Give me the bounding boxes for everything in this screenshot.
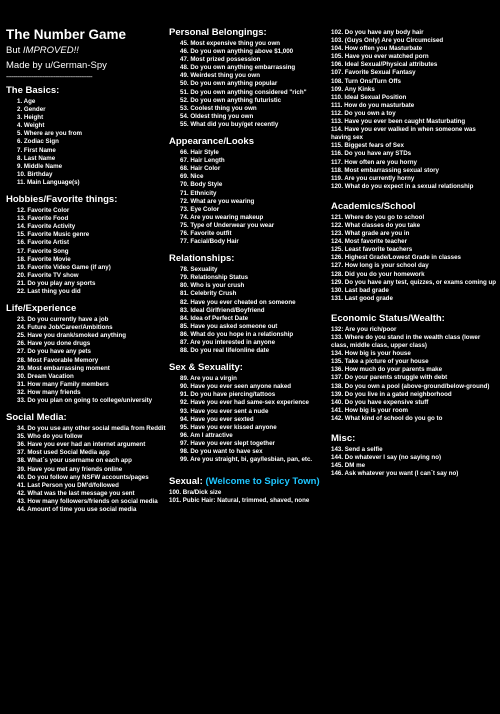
question-item: 135. Take a picture of your house (331, 358, 429, 366)
question-list (169, 266, 329, 355)
question-item: 124. Most favorite teacher (331, 238, 407, 246)
question-item: 71. Ethnicity (180, 189, 217, 197)
question-item: 136. How much do your parents make (331, 366, 443, 374)
question-item: 48. Do you own anything embarrassing (180, 64, 296, 72)
section-relationships (169, 253, 329, 355)
question-item: 86. What do you hope in a relationship (180, 330, 294, 338)
section-heading: Life/Experience (6, 303, 77, 315)
question-item: 77. Facial/Body Hair (180, 238, 239, 246)
question-item: 112. Do you own a toy (331, 109, 396, 117)
question-item: 16. Favorite Artist (17, 239, 70, 247)
question-item: 131. Last good grade (331, 294, 393, 302)
question-item: 103. (Guys Only) Are you Circumcised (331, 37, 444, 45)
question-item: 106. Ideal Sexual/Physical attributes (331, 61, 438, 69)
question-item: 17. Favorite Song (17, 247, 69, 255)
question-item: 102. Do you have any body hair (331, 29, 424, 36)
question-item: 104. How often you Masturbate (331, 45, 423, 53)
question-item: 11. Main Language(s) (17, 178, 80, 186)
question-item: 133. Where do you stand in the wealth class (lower class, middle class, upper class) (331, 334, 481, 350)
question-item: 105. Have you ever watched porn (331, 53, 429, 61)
question-item: 141. How big is your room (331, 406, 409, 414)
question-item: 37. Most used Social Media app (17, 449, 110, 457)
question-item: 107. Favorite Sexual Fantasy (331, 69, 416, 77)
question-item: 134. How big is your house (331, 350, 411, 358)
question-item: 88. Do you real life/online date (180, 347, 270, 355)
question-item: 26. Have you done drugs (17, 340, 91, 348)
question-item: 114. Have you ever walked in when someone was having sex (331, 126, 476, 142)
question-item: 15. Favorite Music genre (17, 231, 90, 239)
question-item: 97. Have you ever slept together (180, 439, 275, 447)
section-heading: Economic Status/Wealth: (331, 312, 445, 324)
question-item: 54. Oldest thing you own (180, 112, 254, 120)
section-social-media (6, 412, 166, 514)
question-item: 125. Least favorite teachers (331, 246, 413, 254)
question-item: 98. Do you want to have sex (180, 448, 263, 456)
question-item: 25. Have you drank/smoked anything (17, 332, 127, 340)
question-list (169, 489, 329, 505)
question-list (331, 326, 497, 423)
question-item: 113. Have you ever been caught Masturbating (331, 118, 466, 126)
question-item: 50. Do you own anything popular (180, 80, 278, 88)
question-list (6, 316, 166, 405)
question-item: 95. Have you ever kissed anyone (180, 423, 277, 431)
section-heading: Academics/School (331, 200, 416, 212)
question-list (6, 425, 166, 514)
question-item: 146. Ask whatever you want (I can`t say no) (331, 470, 459, 478)
question-item: 108. Turn Ons/Turn Offs (331, 77, 401, 85)
question-item: 121. Where do you go to school (331, 213, 425, 221)
section-sexual-continued (331, 29, 497, 191)
question-item: 137. Do your parents struggle with debt (331, 374, 448, 382)
section-academics (331, 201, 497, 303)
question-item: 2. Gender (17, 106, 46, 114)
question-item: 46. Do you own anything above $1,000 (180, 48, 294, 56)
question-item: 6. Zodiac Sign (17, 138, 59, 146)
question-item: 79. Relationship Status (180, 274, 249, 282)
question-item: 29. Most embarrassing moment (17, 364, 110, 372)
question-list (331, 446, 497, 478)
page-title: The Number Game (6, 27, 127, 42)
question-item: 31. How many Family members (17, 380, 109, 388)
question-item: 70. Body Style (180, 181, 223, 189)
question-item: 28. Most Favorable Memory (17, 356, 99, 364)
question-item: 122. What classes do you take (331, 221, 421, 229)
question-item: 92. Have you ever had same-sex experience (180, 399, 309, 407)
question-item: 32. How many friends (17, 388, 81, 396)
question-item: 76. Favorite outfit (180, 229, 232, 237)
question-item: 30. Dream Vacation (17, 372, 74, 380)
question-item: 120. What do you expect in a sexual relationship (331, 182, 474, 190)
question-item: 94. Have you ever sexted (180, 415, 254, 423)
question-item: 40. Do you follow any NSFW accounts/pages (17, 473, 149, 481)
question-item: 43. How many followers/friends on social media (17, 497, 158, 505)
question-item: 110. Ideal Sexual Position (331, 93, 407, 101)
question-item: 4. Weight (17, 122, 45, 130)
question-item: 49. Weirdest thing you own (180, 72, 260, 80)
section-heading: Misc: (331, 433, 356, 445)
question-item: 47. Most prized possession (180, 56, 261, 64)
question-item: 67. Hair Length (180, 157, 225, 165)
section-personal-belongings (169, 27, 329, 129)
question-item: 69. Nice (180, 173, 204, 181)
question-item: 74. Are you wearing makeup (180, 213, 264, 221)
question-list (6, 98, 166, 187)
question-item: 109. Any Kinks (331, 85, 375, 93)
column-left (6, 0, 166, 514)
question-item: 38. What`s your username on each app (17, 457, 132, 465)
subtitle (6, 43, 166, 58)
question-item: 83. Ideal Girlfriend/Boyfriend (180, 306, 265, 314)
question-item: 10. Birthday (17, 170, 53, 178)
question-list (331, 29, 497, 191)
question-item: 72. What are you wearing (180, 197, 255, 205)
question-item: 21. Do you play any sports (17, 279, 96, 287)
question-item: 81. Celebrity Crush (180, 290, 237, 298)
question-item: 101. Pubic Hair: Natural, trimmed, shaved, none (169, 497, 310, 505)
question-item: 123. What grade are you in (331, 230, 410, 238)
question-item: 19. Favorite Video Game (if any) (17, 263, 111, 271)
author-credit: Made by u/German-Spy (6, 60, 107, 71)
question-list (169, 375, 329, 464)
question-item: 82. Have you ever cheated on someone (180, 298, 296, 306)
question-item: 42. What was the last message you sent (17, 489, 135, 497)
question-item: 93. Have you ever sent a nude (180, 407, 269, 415)
section-heading: Personal Belongings: (169, 27, 267, 38)
section-basics (6, 85, 166, 187)
question-item: 73. Eye Color (180, 205, 220, 213)
question-item: 139. Do you live in a gated neighborhood (331, 390, 452, 398)
question-item: 75. Type of Underwear you wear (180, 221, 275, 229)
section-misc (331, 433, 497, 478)
question-item: 23. Do you currently have a job (17, 316, 109, 324)
question-item: 118. Most embarrassing sexual story (331, 166, 439, 174)
question-item: 119. Are you currently horny (331, 174, 415, 182)
question-item: 33. Do you plan on going to college/university (17, 397, 153, 404)
question-item: 45. Most expensive thing you own (180, 40, 281, 47)
question-item: 115. Biggest fears of Sex (331, 142, 404, 150)
spicy-heading-prefix: Sexual: (169, 476, 206, 488)
section-heading: Appearance/Looks (169, 136, 254, 148)
subtitle-emphasis: IMPROVED!! (22, 45, 79, 56)
question-item: 89. Are you a virgin (180, 375, 237, 383)
section-economic-status (331, 313, 497, 423)
question-item: 99. Are you straight, bi, gay/lesbian, pan, etc. (180, 456, 313, 464)
question-item: 20. Favorite TV show (17, 271, 79, 279)
question-item: 111. How do you masturbate (331, 101, 415, 109)
question-item: 12. Favorite Color (17, 207, 70, 215)
question-item: 53. Coolest thing you own (180, 104, 257, 112)
question-item: 8. Last Name (17, 154, 56, 162)
question-item: 39. Have you met any friends online (17, 465, 123, 473)
question-item: 117. How often are you horny (331, 158, 417, 166)
question-item: 7. First Name (17, 146, 56, 154)
question-item: 36. Have you ever had an internet argument (17, 441, 146, 449)
section-heading: The Basics: (6, 85, 60, 96)
section-heading: Hobbies/Favorite things: (6, 194, 118, 206)
question-item: 3. Height (17, 114, 44, 122)
question-item: 51. Do you own anything considered "rich" (180, 88, 307, 96)
section-spicy-town (169, 476, 329, 505)
question-item: 145. DM me (331, 462, 366, 470)
question-item: 85. Have you asked someone out (180, 322, 278, 330)
question-item: 90. Have you ever seen anyone naked (180, 383, 292, 391)
question-item: 138. Do you own a pool (above-ground/below-ground) (331, 382, 490, 390)
question-item: 14. Favorite Activity (17, 223, 76, 231)
question-item: 116. Do you have any STDs (331, 150, 412, 158)
question-item: 140. Do you have expensive stuff (331, 398, 429, 406)
question-item: 96. Am I attractive (180, 431, 233, 439)
question-item: 142. What kind of school do you go to (331, 414, 443, 422)
question-item: 84. Idea of Perfect Date (180, 314, 249, 322)
question-item: 66. Hair Style (180, 149, 219, 157)
spicy-heading-accent: (Welcome to Spicy Town) (205, 476, 320, 488)
question-item: 80. Who is your crush (180, 282, 245, 290)
question-item: 44. Amount of time you use social media (17, 506, 137, 514)
question-list (169, 40, 329, 129)
question-item: 129. Do you have any test, quizzes, or exams coming up (331, 278, 497, 286)
question-item: 68. Hair Color (180, 165, 221, 173)
question-item: 35. Who do you follow (17, 433, 83, 441)
question-list (331, 214, 497, 303)
question-item: 130. Last bad grade (331, 286, 389, 294)
question-item: 100. Bra/Dick size (169, 489, 222, 497)
question-item: 126. Highest Grade/Lowest Grade in classes (331, 254, 461, 262)
subtitle-prefix: But (6, 45, 23, 56)
question-item: 132: Are you rich/poor (331, 325, 397, 333)
question-item: 41. Last Person you DM'd/followed (17, 481, 119, 489)
question-item: 143. Send a selfie (331, 446, 383, 454)
section-hobbies (6, 194, 166, 296)
section-sex-sexuality (169, 362, 329, 464)
question-item: 34. Do you use any other social media from Reddit (17, 425, 166, 433)
column-right (331, 28, 497, 478)
column-middle (169, 27, 329, 505)
question-item: 27. Do you have any pets (17, 348, 91, 356)
question-list (169, 149, 329, 246)
question-list (6, 207, 166, 296)
question-item: 78. Sexuality (180, 266, 218, 274)
question-item: 144. Do whatever I say (no saying no) (331, 454, 442, 462)
section-appearance (169, 136, 329, 246)
question-item: 24. Future Job/Career/Ambitions (17, 324, 113, 332)
question-item: 87. Are you interested in anyone (180, 339, 276, 346)
question-item: 9. Middle Name (17, 162, 63, 170)
section-heading: Relationships: (169, 253, 235, 265)
question-item: 22. Last thing you did (17, 287, 81, 295)
section-heading: Sex & Sexuality: (169, 362, 243, 374)
divider: ----------------------------------------------- (6, 74, 93, 81)
question-item: 55. What did you buy/get recently (180, 120, 279, 128)
question-item: 1. Age (17, 98, 36, 105)
question-item: 13. Favorite Food (17, 215, 69, 223)
section-heading: Social Media: (6, 412, 67, 424)
question-item: 52. Do you own anything futuristic (180, 96, 282, 104)
question-item: 127. How long is your school day (331, 262, 429, 270)
question-item: 18. Favorite Movie (17, 255, 71, 263)
question-item: 128. Did you do your homework (331, 270, 425, 278)
question-item: 91. Do you have piercing/tattoos (180, 391, 276, 399)
question-item: 5. Where are you from (17, 130, 82, 138)
section-life-experience (6, 303, 166, 405)
section-heading (169, 476, 329, 488)
